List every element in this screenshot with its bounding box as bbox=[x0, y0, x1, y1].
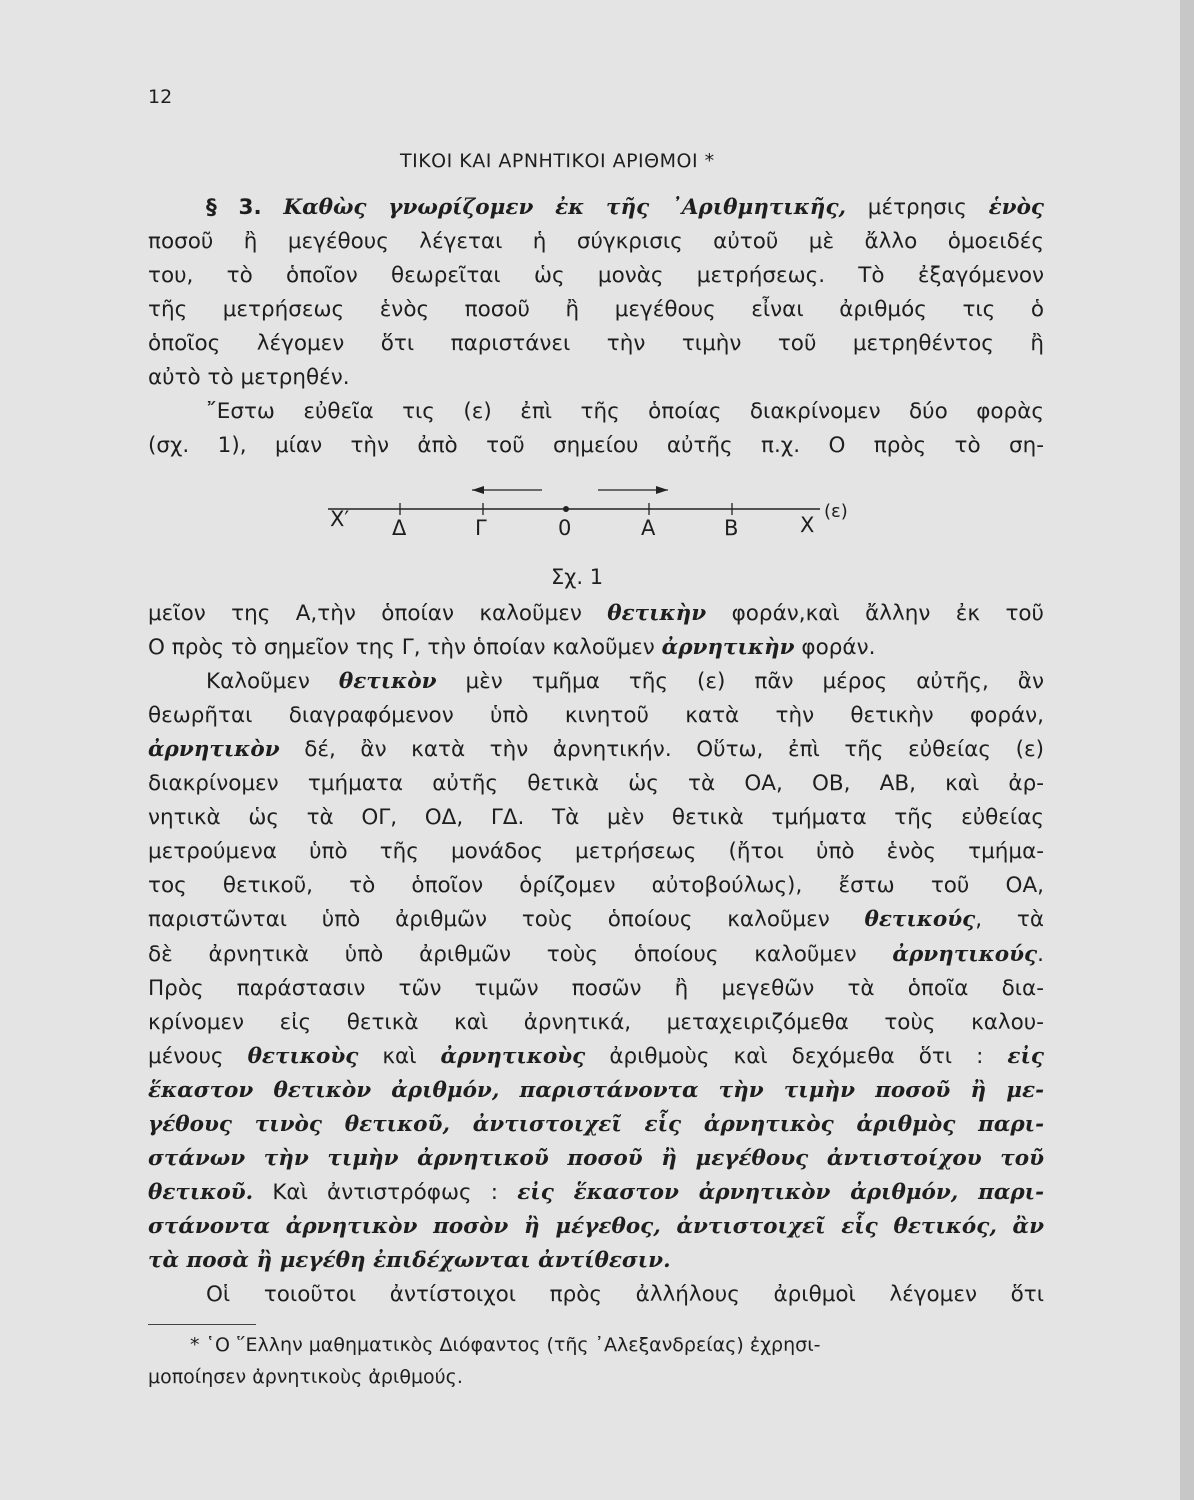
emphasized-term: θετικοὺς bbox=[247, 1043, 359, 1069]
text-line bbox=[148, 869, 1044, 903]
label-x-prime: Χ′ bbox=[330, 507, 350, 531]
text-line bbox=[148, 801, 1044, 835]
text-line bbox=[148, 733, 1044, 767]
text-segment: καὶ bbox=[358, 1043, 441, 1069]
text-segment: φοράν. bbox=[794, 635, 876, 661]
text-line bbox=[148, 597, 1044, 631]
label-delta: Δ bbox=[392, 516, 407, 540]
emphasized-term: Καθὼς γνωρίζομεν ἐκ τῆς ᾿Αριθμητικῆς, bbox=[261, 195, 868, 220]
text-segment: ὁποῖος λέγομεν ὅτι παριστάνει τὴν τιμὴν τοῦ μετρηθέντος ἢ bbox=[148, 331, 1044, 356]
text-line bbox=[148, 1006, 1044, 1040]
running-title: ΤΙΚΟΙ ΚΑΙ ΑΡΝΗΤΙΚΟΙ ΑΡΙΘΜΟΙ * bbox=[400, 150, 715, 172]
text-segment: ῎Εστω εὐθεῖα τις (ε) ἐπὶ τῆς ὁποίας διακρίνομεν δύο φορὰς bbox=[206, 399, 1044, 424]
text-segment: δὲ ἀρνητικὰ ὑπὸ ἀριθμῶν τοὺς ὁποίους καλοῦμεν bbox=[148, 941, 893, 967]
text-line bbox=[148, 1210, 1044, 1244]
text-segment: δέ, ἂν κατὰ τὴν ἀρνητικήν. Οὕτω, ἐπὶ τῆς εὐθείας (ε) bbox=[279, 737, 1044, 763]
text-segment: αὐτὸ τὸ μετρηθέν. bbox=[148, 365, 350, 390]
text-line bbox=[148, 699, 1044, 733]
text-segment: φοράν,καὶ ἄλλην ἐκ τοῦ bbox=[706, 601, 1044, 626]
emphasized-term: γέθους τινὸς θετικοῦ, ἀντιστοιχεῖ εἷς ἀρνητικὸς ἀριθμὸς παρι- bbox=[148, 1111, 1044, 1137]
text-segment: μεῖον της Α,τὴν ὁποίαν καλοῦμεν bbox=[148, 601, 608, 626]
origin-point bbox=[563, 506, 569, 512]
emphasized-term: στάνων τὴν τιμὴν ἀρνητικοῦ ποσοῦ ἢ μεγέθους ἀντιστοίχου τοῦ bbox=[148, 1145, 1044, 1171]
emphasized-term: ἀρνητικοὺς bbox=[440, 1043, 586, 1069]
text-line bbox=[148, 191, 1044, 225]
emphasized-term: στάνοντα ἀρνητικὸν ποσὸν ἢ μέγεθος, ἀντιστοιχεῖ εἷς θετικός, ἂν bbox=[148, 1213, 1044, 1239]
text-segment: Καὶ ἀντιστρόφως : bbox=[253, 1179, 518, 1205]
emphasized-term: θετικὸν bbox=[338, 669, 437, 695]
emphasized-term: θετικοῦ. bbox=[148, 1179, 254, 1205]
number-line-figure bbox=[300, 472, 890, 552]
text-line bbox=[148, 1108, 1044, 1142]
emphasized-term: ἀρνητικούς bbox=[892, 941, 1038, 967]
emphasized-term: θετικούς bbox=[864, 907, 976, 933]
label-alpha: Α bbox=[641, 516, 656, 540]
page-edge bbox=[1180, 0, 1194, 1500]
label-beta: Β bbox=[724, 516, 739, 540]
footnote-line-1: * ῾Ο ῞Ελλην μαθηματικὸς Διόφαντος (τῆς ᾿Αλεξανδρείας) ἐχρησι- bbox=[190, 1334, 821, 1356]
figure-caption: Σχ. 1 bbox=[551, 565, 604, 589]
text-segment: τῆς μετρήσεως ἑνὸς ποσοῦ ἢ μεγέθους εἶναι ἀριθμός τις ὁ bbox=[148, 297, 1044, 322]
emphasized-term: ἀρνητικὴν bbox=[661, 635, 795, 661]
text-segment: Οἱ τοιοῦτοι ἀντίστοιχοι πρὸς ἀλλήλους ἀριθμοὶ λέγομεν ὅτι bbox=[206, 1282, 1044, 1307]
text-segment: Πρὸς παράστασιν τῶν τιμῶν ποσῶν ἢ μεγεθῶν τὰ ὁποῖα δια- bbox=[148, 975, 1044, 1001]
positive-arrow-icon bbox=[656, 486, 668, 494]
text-line bbox=[148, 259, 1044, 293]
section-number: § 3. bbox=[206, 195, 262, 220]
text-segment: Καλοῦμεν bbox=[206, 669, 339, 695]
emphasized-term: θετικὴν bbox=[607, 601, 707, 626]
text-line bbox=[148, 665, 1044, 699]
text-segment: νητικὰ ὡς τὰ ΟΓ, ΟΔ, ΓΔ. Τὰ μὲν θετικὰ τμήματα τῆς εὐθείας bbox=[148, 805, 1044, 831]
label-x: Χ bbox=[800, 513, 815, 537]
text-line bbox=[148, 1278, 1044, 1312]
text-segment: διακρίνομεν τμήματα αὐτῆς θετικὰ ὡς τὰ ΟΑ, ΟΒ, ΑΒ, καὶ ἀρ- bbox=[148, 771, 1044, 797]
label-origin: 0 bbox=[558, 516, 572, 540]
text-line bbox=[148, 1244, 1044, 1278]
text-line bbox=[148, 1040, 1044, 1074]
emphasized-term: εἰς bbox=[1007, 1043, 1044, 1069]
text-line bbox=[148, 938, 1044, 972]
text-line bbox=[148, 361, 1044, 395]
text-line bbox=[148, 225, 1044, 259]
negative-arrow-icon bbox=[472, 486, 484, 494]
text-line bbox=[148, 972, 1044, 1006]
text-segment: θεωρῆται διαγραφόμενον ὑπὸ κινητοῦ κατὰ τὴν θετικὴν φοράν, bbox=[148, 703, 1044, 729]
text-line bbox=[148, 631, 1044, 665]
text-line bbox=[148, 293, 1044, 327]
emphasized-term: ἑνὸς bbox=[966, 195, 1044, 220]
text-line bbox=[148, 1142, 1044, 1176]
text-line bbox=[148, 835, 1044, 869]
label-line-e: (ε) bbox=[824, 501, 848, 522]
text-segment: μὲν τμῆμα τῆς (ε) πᾶν μέρος αὐτῆς, ἂν bbox=[436, 669, 1044, 695]
text-segment: του, τὸ ὁποῖον θεωρεῖται ὡς μονὰς μετρήσεως. Τὸ ἐξαγόμενον bbox=[148, 263, 1044, 288]
text-segment: ποσοῦ ἢ μεγέθους λέγεται ἡ σύγκρισις αὐτοῦ μὲ ἄλλο ὁμοειδές bbox=[148, 229, 1044, 254]
text-line bbox=[148, 429, 1044, 463]
emphasized-term: τὰ ποσὰ ἢ μεγέθη ἐπιδέχωνται ἀντίθεσιν. bbox=[148, 1247, 671, 1273]
label-gamma: Γ bbox=[475, 516, 487, 540]
emphasized-term: ἀρνητικὸν bbox=[148, 737, 280, 763]
emphasized-term: εἰς ἕκαστον ἀρνητικὸν ἀριθμόν, παρι- bbox=[517, 1179, 1044, 1205]
text-segment: . bbox=[1037, 941, 1044, 967]
text-segment: , τὰ bbox=[975, 907, 1044, 933]
text-line bbox=[148, 903, 1044, 937]
footnote-line-2: μοποίησεν ἀρνητικοὺς ἀριθμούς. bbox=[148, 1366, 463, 1388]
text-segment: κρίνομεν εἰς θετικὰ καὶ ἀρνητικά, μεταχειριζόμεθα τοὺς καλου- bbox=[148, 1009, 1044, 1035]
text-line bbox=[148, 327, 1044, 361]
text-line bbox=[148, 767, 1044, 801]
emphasized-term: ἕκαστον θετικὸν ἀριθμόν, παριστάνοντα τὴν τιμὴν ποσοῦ ἢ με- bbox=[148, 1077, 1044, 1103]
text-segment: (σχ. 1), μίαν τὴν ἀπὸ τοῦ σημείου αὐτῆς π.χ. Ο πρὸς τὸ ση- bbox=[148, 433, 1044, 458]
page-number: 12 bbox=[148, 86, 173, 108]
text-segment: μετρούμενα ὑπὸ τῆς μονάδος μετρήσεως (ἤτοι ὑπὸ ἑνὸς τμήμα- bbox=[148, 839, 1044, 865]
text-segment: μένους bbox=[148, 1043, 248, 1069]
text-line bbox=[148, 1176, 1044, 1210]
text-segment: μέτρησις bbox=[867, 195, 967, 220]
text-segment: παριστῶνται ὑπὸ ἀριθμῶν τοὺς ὁποίους καλοῦμεν bbox=[148, 907, 865, 933]
text-line bbox=[148, 395, 1044, 429]
footnote-rule bbox=[148, 1324, 256, 1325]
text-segment: τος θετικοῦ, τὸ ὁποῖον ὁρίζομεν αὐτοβούλως), ἔστω τοῦ ΟΑ, bbox=[148, 873, 1044, 899]
text-line bbox=[148, 1074, 1044, 1108]
text-segment: Ο πρὸς τὸ σημεῖον της Γ, τὴν ὁποίαν καλοῦμεν bbox=[148, 635, 662, 661]
text-segment: ἀριθμοὺς καὶ δεχόμεθα ὅτι : bbox=[585, 1043, 1008, 1069]
